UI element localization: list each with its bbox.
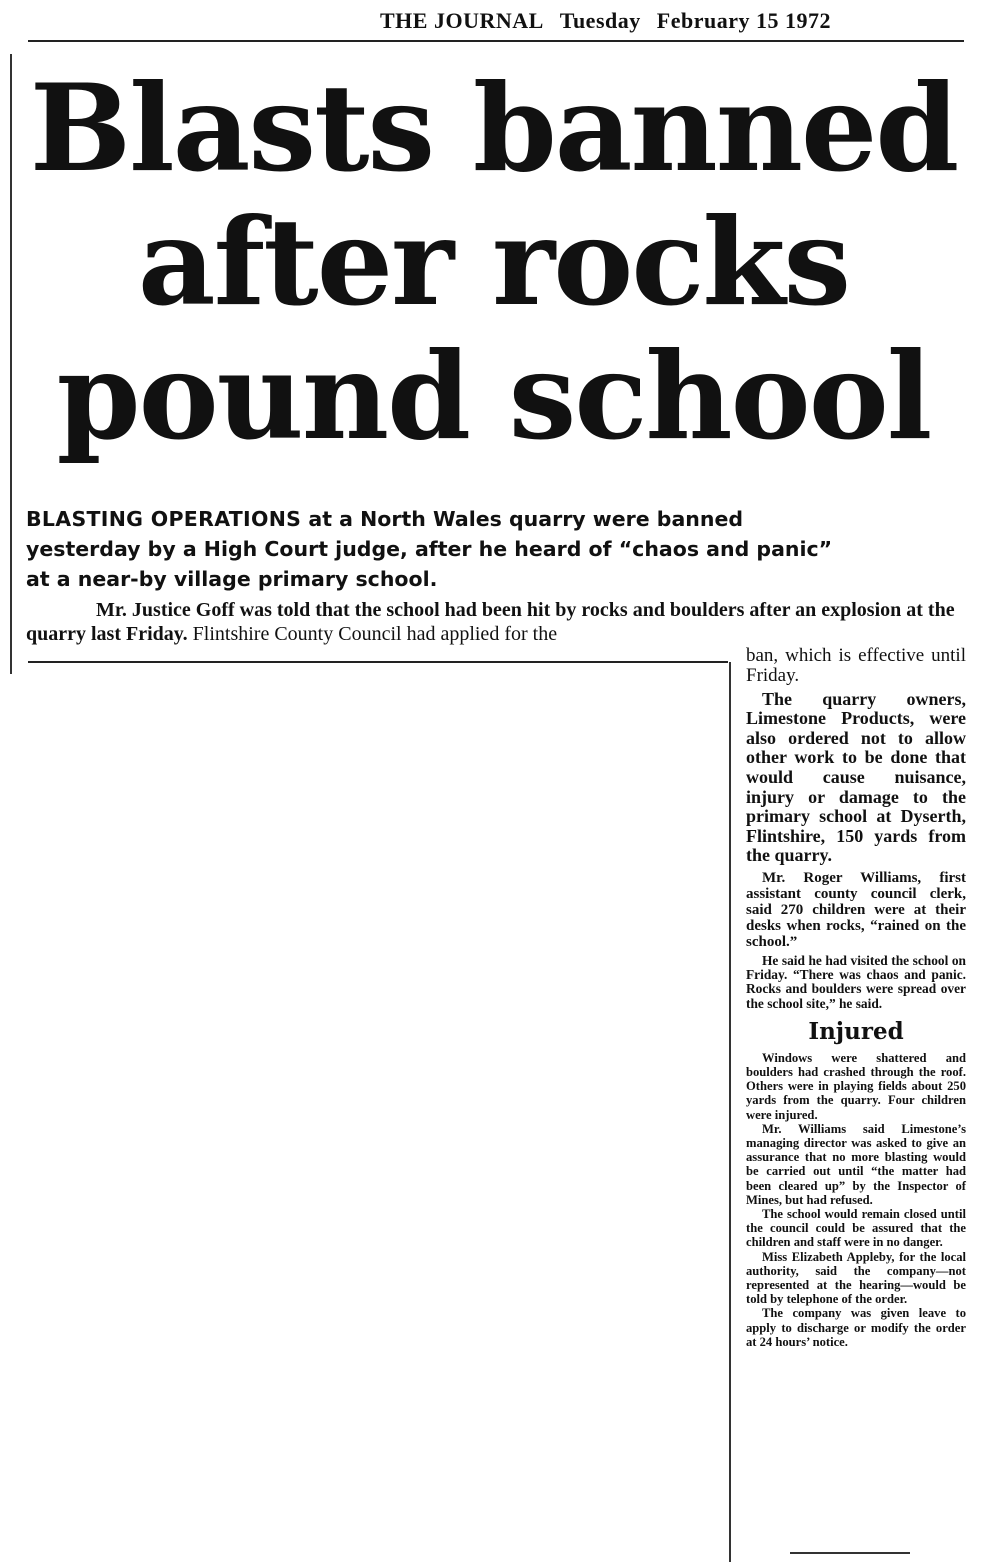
column-paragraph-6: Mr. Williams said Limestone’s managing director was asked to give an assurance that no more blasting would be carried out until “the matter had been cleared up” by the Inspector of Mines, but had refused. bbox=[746, 1121, 966, 1207]
masthead-rule bbox=[28, 40, 964, 42]
column-paragraph-5: Windows were shattered and boulders had crashed through the roof. Others were in playing fields about 250 yards from the quarry. Four children were injured. bbox=[746, 1050, 966, 1122]
masthead-date: February 15 1972 bbox=[656, 8, 831, 33]
subhead-injured: Injured bbox=[808, 1017, 904, 1045]
headline-line-1: Blasts banned bbox=[29, 58, 958, 199]
column-paragraph-4: He said he had visited the school on Friday. “There was chaos and panic. Rocks and boulders were spread over the school site,” he said. bbox=[746, 952, 966, 1011]
lead-rest: Flintshire County Council had applied for the bbox=[187, 623, 558, 645]
article-column bbox=[746, 646, 966, 1349]
column-paragraph-2: The quarry owners, Limestone Products, were also ordered not to allow other work to be done that would cause nuisance, injury or damage to the primary school at Dyserth, Flintshire, 150 yards from the quarry. bbox=[746, 688, 966, 866]
column-paragraph-8: Miss Elizabeth Appleby, for the local authority, said the company—not represented at the hearing—would be told by telephone of the order. bbox=[746, 1249, 966, 1307]
masthead-day: Tuesday bbox=[559, 8, 641, 33]
lead-bold: Mr. Justice Goff was told that the school had been hit by rocks and boulders after an explosion at the quarry last Friday. bbox=[26, 599, 955, 645]
intro-line-2: yesterday by a High Court judge, after he heard of “chaos and panic” bbox=[26, 537, 833, 561]
intro-caps: BLASTING OPERATIONS bbox=[26, 507, 302, 531]
headline-line-3: pound school bbox=[56, 326, 931, 467]
column-paragraph-1: ban, which is effective until Friday. bbox=[746, 645, 966, 686]
lead-paragraph bbox=[26, 598, 956, 646]
intro-line-3: at a near-by village primary school. bbox=[26, 567, 438, 591]
masthead bbox=[380, 8, 955, 34]
column-paragraph-9: The company was given leave to apply to discharge or modify the order at 24 hours’ notice. bbox=[746, 1306, 966, 1349]
column-divider-horizontal bbox=[28, 661, 728, 663]
column-paragraph-3: Mr. Roger Williams, first assistant county council clerk, said 270 children were at their desks when rocks, “rained on the school.” bbox=[746, 869, 966, 950]
column-end-rule bbox=[790, 1552, 910, 1554]
headline-line-2: after rocks bbox=[137, 192, 850, 333]
headline bbox=[16, 58, 971, 467]
paper-name: THE JOURNAL bbox=[380, 8, 544, 33]
intro-paragraph bbox=[26, 504, 956, 594]
intro-line-1-rest: at a North Wales quarry were banned bbox=[301, 507, 744, 531]
column-divider-vertical bbox=[729, 662, 731, 1562]
column-paragraph-7: The school would remain closed until the council could be assured that the children and staff were in no danger. bbox=[746, 1206, 966, 1250]
left-border-rule bbox=[10, 54, 12, 674]
